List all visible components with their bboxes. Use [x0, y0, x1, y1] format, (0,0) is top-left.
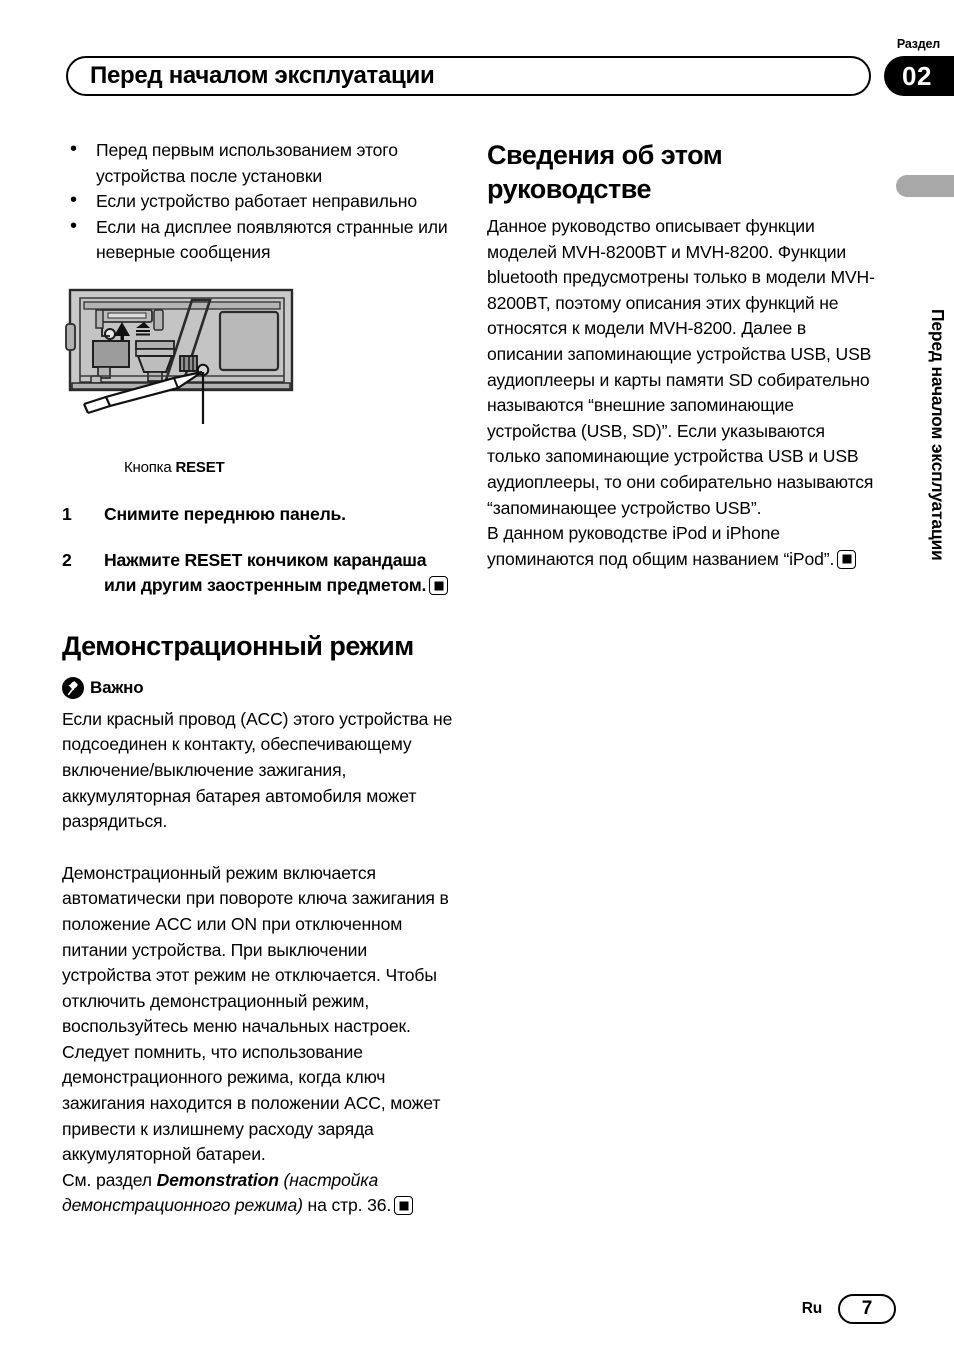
end-of-topic-marker	[837, 550, 856, 569]
step-1-text: Снимите переднюю панель.	[104, 503, 346, 524]
reset-conditions-list	[62, 138, 454, 266]
important-body-text: Если красный провод (ACC) этого устройства не подсоединен к контакту, обеспечивающему включение/выключение зажигания, аккумуляторная батарея автомобиля может разрядиться.	[62, 708, 453, 832]
demo-mode-heading: Демонстрационный режим	[62, 630, 414, 661]
pushpin-icon	[62, 677, 84, 699]
section-label: Раздел	[896, 37, 940, 51]
reset-button-illustration	[62, 284, 454, 459]
list-item: • Если на дисплее появляются странные или неверные сообщения	[62, 215, 454, 266]
page-footer	[802, 1294, 896, 1324]
head-unit-diagram-svg	[62, 284, 454, 459]
list-item: • Если устройство работает неправильно	[62, 189, 454, 215]
step-1	[62, 502, 454, 528]
about-manual-paragraph-1: Данное руководство описывает функции моделей MVH-8200BT и MVH-8200. Функции bluetooth предусмотрены только в модели MVH-8200BT, поэтому описания этих функций не относятся к модели MVH-8200. Далее в описании запоминающие устройства USB, USB аудиоплееры и карты памяти SD собирательно называются “внешние запоминающие устройства (USB, SD)”. Если указываются только запоминающие устройства USB и USB аудиоплееры, то они собирательно называются “запоминающее устройство USB”.	[487, 216, 875, 518]
about-manual-paragraph-2-text: В данном руководстве iPod и iPhone упоминаются под общим названием “iPod”.	[487, 523, 835, 569]
demo-mode-body-text: Демонстрационный режим включается автоматически при повороте ключа зажигания в положение ACC или ON при отключенном питании устройства. При выключении устройства этот режим не отключается. Чтобы отключить демонстрационный режим, воспользуйтесь меню начальных настроек. Следует помнить, что использование демонстрационного режима, когда ключ зажигания находится в положении ACC, может привести к излишнему расходу заряда аккумуляторной батареи.	[62, 862, 449, 1165]
important-notice-header	[62, 677, 454, 699]
right-column	[487, 138, 879, 572]
footer-language-code: Ru	[801, 1300, 822, 1317]
end-of-topic-marker	[394, 1196, 413, 1215]
page-title: Перед началом эксплуатации	[90, 62, 435, 89]
see-also-prefix: См. раздел	[62, 1169, 157, 1190]
vertical-chapter-tab-label: Перед началом эксплуатации	[928, 309, 948, 561]
step-2-number: 2	[62, 549, 72, 570]
edge-tab-marker	[896, 175, 954, 197]
end-of-topic-marker	[429, 576, 448, 595]
step-1-number: 1	[62, 503, 72, 524]
see-also-description: (настройка демонстрационного режима)	[62, 1169, 379, 1216]
page-number-badge: 7	[838, 1294, 896, 1324]
important-label: Важно	[90, 678, 144, 698]
chapter-number-badge: 02	[884, 56, 954, 96]
see-also-page: на стр. 36.	[302, 1195, 392, 1216]
caption-prefix: Кнопка	[124, 458, 176, 476]
step-2-text: Нажмите RESET кончиком карандаша или другим заостренным предметом.	[104, 549, 427, 596]
step-2	[62, 548, 454, 599]
list-item: • Перед первым использованием этого устройства после установки	[62, 138, 454, 189]
caption-bold-term: RESET	[175, 458, 225, 476]
left-column	[62, 138, 454, 1219]
about-manual-heading: Сведения об этом руководстве	[487, 140, 723, 204]
about-manual-paragraph-2	[487, 521, 879, 572]
illustration-caption	[62, 459, 454, 476]
see-also-section-name: Demonstration	[156, 1169, 279, 1190]
see-also-reference	[62, 1168, 454, 1219]
page-header-banner	[66, 56, 871, 96]
